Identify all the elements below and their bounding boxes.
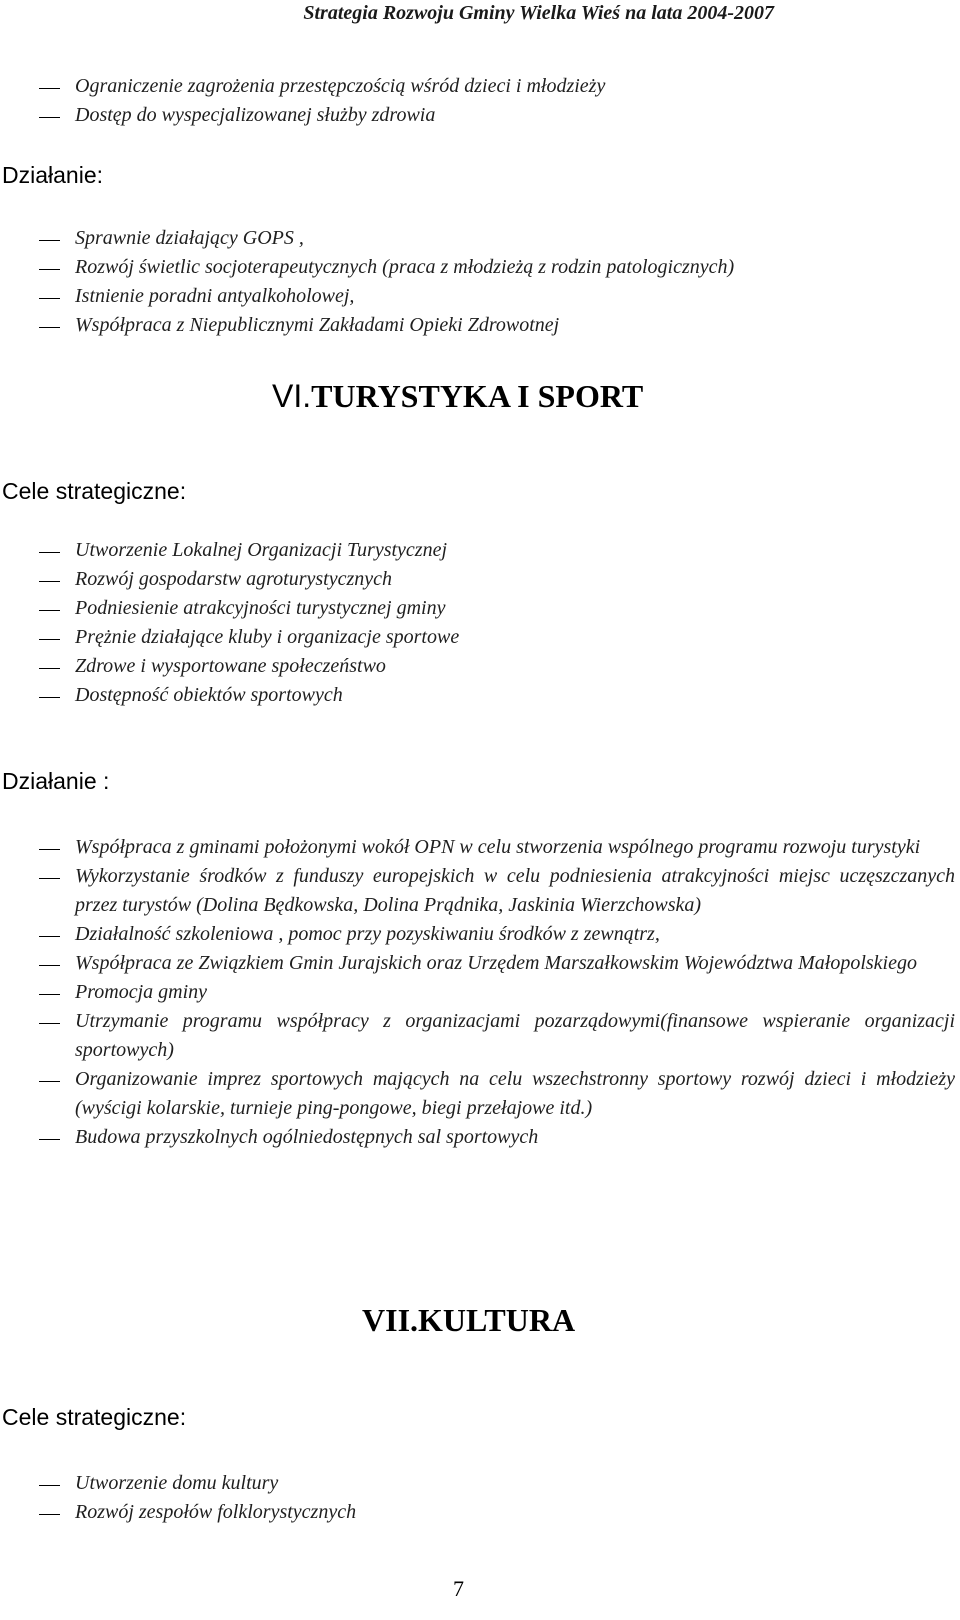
- dash-bullet: [39, 936, 60, 937]
- list-item: Dostępność obiektów sportowych: [0, 681, 955, 710]
- list-item: Ograniczenie zagrożenia przestępczością wśród dzieci i młodzieży: [0, 72, 955, 101]
- section-title-kultura: VII.KULTURA: [362, 1302, 576, 1338]
- section6-goals-list: [0, 536, 955, 710]
- dash-bullet: [39, 1023, 60, 1024]
- action-label: Działanie :: [2, 768, 110, 794]
- action1-list: [0, 224, 955, 340]
- dash-bullet: [39, 878, 60, 879]
- list-item: Promocja gminy: [0, 978, 955, 1007]
- list-item: Utrzymanie programu współpracy z organizacjami pozarządowymi(finansowe wspieranie organizacji sportowych): [0, 1007, 955, 1065]
- action-label: Działanie:: [2, 162, 103, 188]
- document-header: Strategia Rozwoju Gminy Wielka Wieś na lata 2004-2007: [303, 2, 774, 24]
- dash-bullet: [39, 298, 60, 299]
- block1-list: [0, 72, 955, 130]
- dash-bullet: [39, 327, 60, 328]
- list-item: Rozwój świetlic socjoterapeutycznych (praca z młodzieżą z rodzin patologicznych): [0, 253, 955, 282]
- dash-bullet: [39, 965, 60, 966]
- dash-bullet: [39, 117, 60, 118]
- list-item: Sprawnie działający GOPS ,: [0, 224, 955, 253]
- dash-bullet: [39, 610, 60, 611]
- dash-bullet: [39, 88, 60, 89]
- dash-bullet: [39, 639, 60, 640]
- section6-actions-list: [0, 833, 955, 1152]
- dash-bullet: [39, 994, 60, 995]
- dash-bullet: [39, 1081, 60, 1082]
- dash-bullet: [39, 552, 60, 553]
- dash-bullet: [39, 1139, 60, 1140]
- dash-bullet: [39, 269, 60, 270]
- section7-goals-list: [0, 1469, 955, 1527]
- section-title-turystyka: VI.TURYSTYKA I SPORT: [272, 378, 644, 414]
- dash-bullet: [39, 240, 60, 241]
- list-item: Podniesienie atrakcyjności turystycznej gminy: [0, 594, 955, 623]
- goals-label: Cele strategiczne:: [2, 478, 187, 504]
- list-item: Dostęp do wyspecjalizowanej służby zdrowia: [0, 101, 955, 130]
- list-item: Wykorzystanie środków z funduszy europejskich w celu podniesienia atrakcyjności miejsc uczęszczanych przez turystów (Dolina Będkowska, Dolina Prądnika, Jaskinia Wierzchowska): [0, 862, 955, 920]
- dash-bullet: [39, 668, 60, 669]
- list-item: Rozwój gospodarstw agroturystycznych: [0, 565, 955, 594]
- dash-bullet: [39, 697, 60, 698]
- dash-bullet: [39, 581, 60, 582]
- list-item: Współpraca z gminami położonymi wokół OPN w celu stworzenia wspólnego programu rozwoju turystyki: [0, 833, 955, 862]
- list-item: Prężnie działające kluby i organizacje sportowe: [0, 623, 955, 652]
- list-item: Rozwój zespołów folklorystycznych: [0, 1498, 955, 1527]
- dash-bullet: [39, 1485, 60, 1486]
- dash-bullet: [39, 849, 60, 850]
- list-item: Zdrowe i wysportowane społeczeństwo: [0, 652, 955, 681]
- list-item: Współpraca ze Związkiem Gmin Jurajskich oraz Urzędem Marszałkowskim Województwa Małopolskiego: [0, 949, 955, 978]
- list-item: Budowa przyszkolnych ogólniedostępnych sal sportowych: [0, 1123, 955, 1152]
- list-item: Utworzenie domu kultury: [0, 1469, 955, 1498]
- page-number: 7: [453, 1576, 464, 1601]
- list-item: Działalność szkoleniowa , pomoc przy pozyskiwaniu środków z zewnątrz,: [0, 920, 955, 949]
- list-item: Organizowanie imprez sportowych mających na celu wszechstronny sportowy rozwój dzieci i młodzieży (wyścigi kolarskie, turnieje ping-pongowe, biegi przełajowe itd.): [0, 1065, 955, 1123]
- list-item: Istnienie poradni antyalkoholowej,: [0, 282, 955, 311]
- dash-bullet: [39, 1514, 60, 1515]
- list-item: Współpraca z Niepublicznymi Zakładami Opieki Zdrowotnej: [0, 311, 955, 340]
- goals-label: Cele strategiczne:: [2, 1404, 187, 1430]
- list-item: Utworzenie Lokalnej Organizacji Turystycznej: [0, 536, 955, 565]
